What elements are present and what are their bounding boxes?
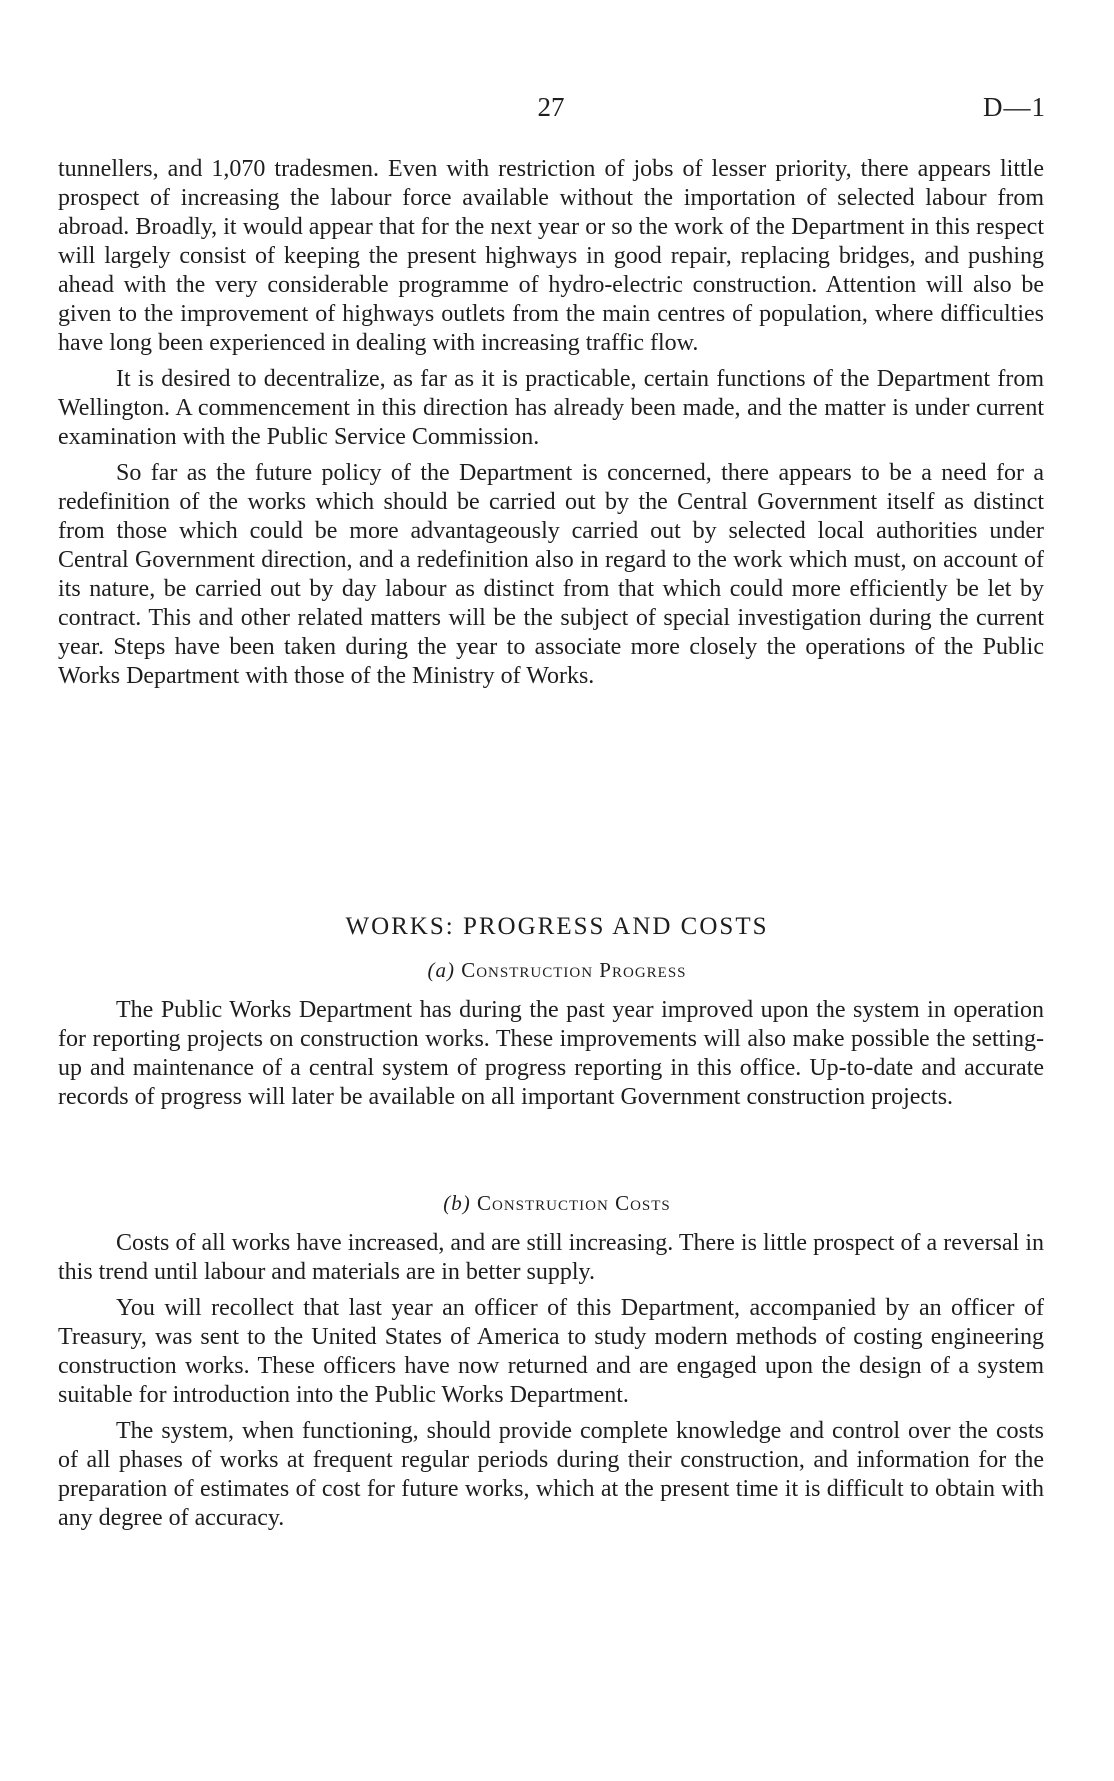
page-number: 27 bbox=[537, 92, 565, 122]
costs-paragraph-increasing: Costs of all works have increased, and are still increasing. There is little prospect of a reversal in this trend until labour and materials are in better supply. bbox=[58, 1230, 1044, 1285]
subheading-letter-b: (b) bbox=[443, 1191, 471, 1215]
construction-progress-paragraph: The Public Works Department has during the past year improved upon the system in operation for reporting projects on construction works. These improvements will also make possible the setting-up and maintenance of a central system of progress reporting in this office. Up-to-date and accurate records of progress will later be available on all important Government construction projects. bbox=[58, 997, 1044, 1110]
subheading-letter-a: (a) bbox=[427, 958, 455, 982]
intro-paragraph-decentralize: It is desired to decentralize, as far as it is practicable, certain functions of the Department from Wellington. A commencement in this direction has already been made, and the matter is under current examination with the Public Service Commission. bbox=[58, 366, 1044, 450]
subheading-construction-progress bbox=[0, 958, 1114, 983]
page-header bbox=[56, 92, 1046, 132]
construction-progress-block bbox=[58, 996, 1044, 1119]
construction-costs-block bbox=[58, 1229, 1044, 1540]
costs-paragraph-officers: You will recollect that last year an officer of this Department, accompanied by an officer of Treasury, was sent to the United States of America to study modern methods of costing engineering construction works. These officers have now returned and are engaged upon the design of a system suitable for introduction into the Public Works Department. bbox=[58, 1295, 1044, 1408]
intro-paragraph-future-policy: So far as the future policy of the Department is concerned, there appears to be a need for a redefinition of the works which should be carried out by the Central Government itself as distinct from those which could be more advantageously carried out by selected local authorities under Central Government direction, and a redefinition also in regard to the work which must, on account of its nature, be carried out by day labour as distinct from that which could more efficiently be let by contract. This and other related matters will be the subject of special investigation during the current year. Steps have been taken during the year to associate more closely the operations of the Public Works Department with those of the Ministry of Works. bbox=[58, 460, 1044, 689]
intro-paragraph-continued: tunnellers, and 1,070 tradesmen. Even with restriction of jobs of lesser priority, there appears little prospect of increasing the labour force available without the importation of selected labour from abroad. Broadly, it would appear that for the next year or so the work of the Department in this respect will largely consist of keeping the present highways in good repair, replacing bridges, and pushing ahead with the very considerable programme of hydro-electric construction. Attention will also be given to the improvement of highways outlets from the main centres of population, where difficulties have long been experienced in dealing with increasing traffic flow. bbox=[58, 156, 1044, 356]
subheading-title-a: Construction Progress bbox=[461, 958, 687, 982]
intro-text-block bbox=[58, 155, 1044, 698]
section-heading: WORKS: PROGRESS AND COSTS bbox=[345, 913, 769, 940]
subheading-title-b: Construction Costs bbox=[476, 1191, 671, 1215]
subheading-construction-costs bbox=[0, 1191, 1114, 1216]
document-code: D—1 bbox=[983, 92, 1046, 122]
costs-paragraph-system: The system, when functioning, should provide complete knowledge and control over the costs of all phases of works at frequent regular periods during their construction, and information for the preparation of estimates of cost for future works, which at the present time it is difficult to obtain with any degree of accuracy. bbox=[58, 1418, 1044, 1531]
